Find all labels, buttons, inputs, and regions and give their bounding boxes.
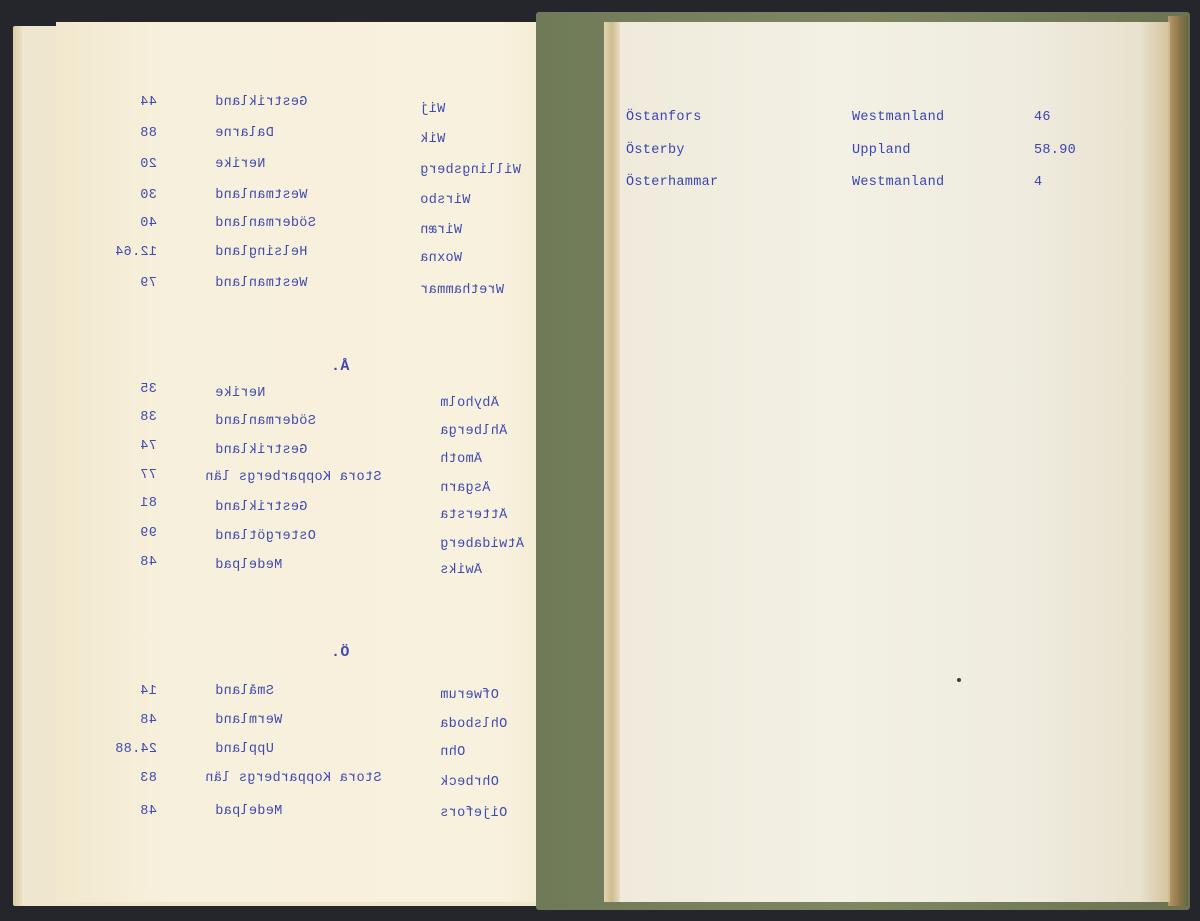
left-place: Åwiks	[440, 563, 483, 578]
left-region: Stora Kopparbergs län	[205, 470, 382, 485]
left-place: Willingsberg	[420, 163, 521, 178]
left-region: Nerike	[215, 386, 266, 401]
left-place: Wij	[420, 102, 446, 117]
page-edge-tint	[1140, 22, 1170, 902]
left-place: Wik	[420, 132, 446, 147]
left-place: Öfwerum	[440, 688, 499, 703]
left-region: Stora Kopparbergs län	[205, 771, 382, 786]
left-place: Öhn	[440, 745, 466, 760]
right-value: 46	[1034, 110, 1051, 125]
left-value: 88	[140, 126, 157, 141]
left-value: 77	[140, 468, 157, 483]
left-region: Westmanland	[215, 188, 308, 203]
left-place: Öhrbeck	[440, 775, 499, 790]
right-value: 58.90	[1034, 143, 1077, 158]
left-region: Medelpad	[215, 558, 283, 573]
left-value: 38	[140, 410, 157, 425]
left-value: 48	[140, 713, 157, 728]
book-gutter	[604, 22, 620, 902]
cover-board-edge	[1168, 16, 1188, 906]
left-value: 48	[140, 555, 157, 570]
left-value: 99	[140, 526, 157, 541]
right-region: Uppland	[852, 143, 911, 158]
left-place: Öijefors	[440, 806, 508, 821]
left-value: 30	[140, 188, 157, 203]
left-region: Södermanland	[215, 216, 316, 231]
section-heading: Å.	[330, 358, 350, 375]
right-region: Westmanland	[852, 175, 945, 190]
left-region: Medelpad	[215, 804, 283, 819]
left-value: 44	[140, 95, 157, 110]
left-region: Gestrikland	[215, 443, 308, 458]
paper-speck	[957, 678, 961, 682]
left-value: 79	[140, 276, 157, 291]
right-region: Westmanland	[852, 110, 945, 125]
left-value: 20	[140, 157, 157, 172]
left-value: 74	[140, 439, 157, 454]
right-place: Österhammar	[626, 175, 719, 190]
left-value: 14	[140, 684, 157, 699]
left-region: Dalarne	[215, 126, 274, 141]
left-value: 48	[140, 804, 157, 819]
left-value: 83	[140, 771, 157, 786]
left-value: 12.64	[115, 245, 158, 260]
left-value: 35	[140, 382, 157, 397]
left-value: 81	[140, 496, 157, 511]
left-region: Nerike	[215, 157, 266, 172]
left-region: Wermland	[215, 713, 283, 728]
right-place: Österby	[626, 143, 685, 158]
left-place: Åhlberga	[440, 424, 508, 439]
left-place: Öhlsboda	[440, 717, 508, 732]
section-heading: Ö.	[330, 644, 350, 661]
left-place: Åttersta	[440, 508, 508, 523]
left-region: Helsingland	[215, 245, 308, 260]
left-region: Gestrikland	[215, 500, 308, 515]
left-place: Woxna	[420, 251, 463, 266]
left-value: 24.88	[115, 742, 158, 757]
left-value: 40	[140, 216, 157, 231]
left-place: Wiræn	[420, 223, 463, 238]
right-value: 4	[1034, 175, 1043, 190]
left-place: Wirsbo	[420, 193, 471, 208]
left-place: Wrethammar	[420, 283, 505, 298]
left-place: Åbyholm	[440, 396, 499, 411]
left-place: Åmoth	[440, 452, 483, 467]
right-place: Östanfors	[626, 110, 702, 125]
left-region: Södermanland	[215, 414, 316, 429]
left-region: Småland	[215, 684, 274, 699]
left-region: Östergötland	[215, 529, 316, 544]
left-region: Westmanland	[215, 276, 308, 291]
left-place: Åsgarn	[440, 481, 491, 496]
left-region: Uppland	[215, 742, 274, 757]
left-place: Åtwidaberg	[440, 537, 525, 552]
left-region: Gestrikland	[215, 95, 308, 110]
